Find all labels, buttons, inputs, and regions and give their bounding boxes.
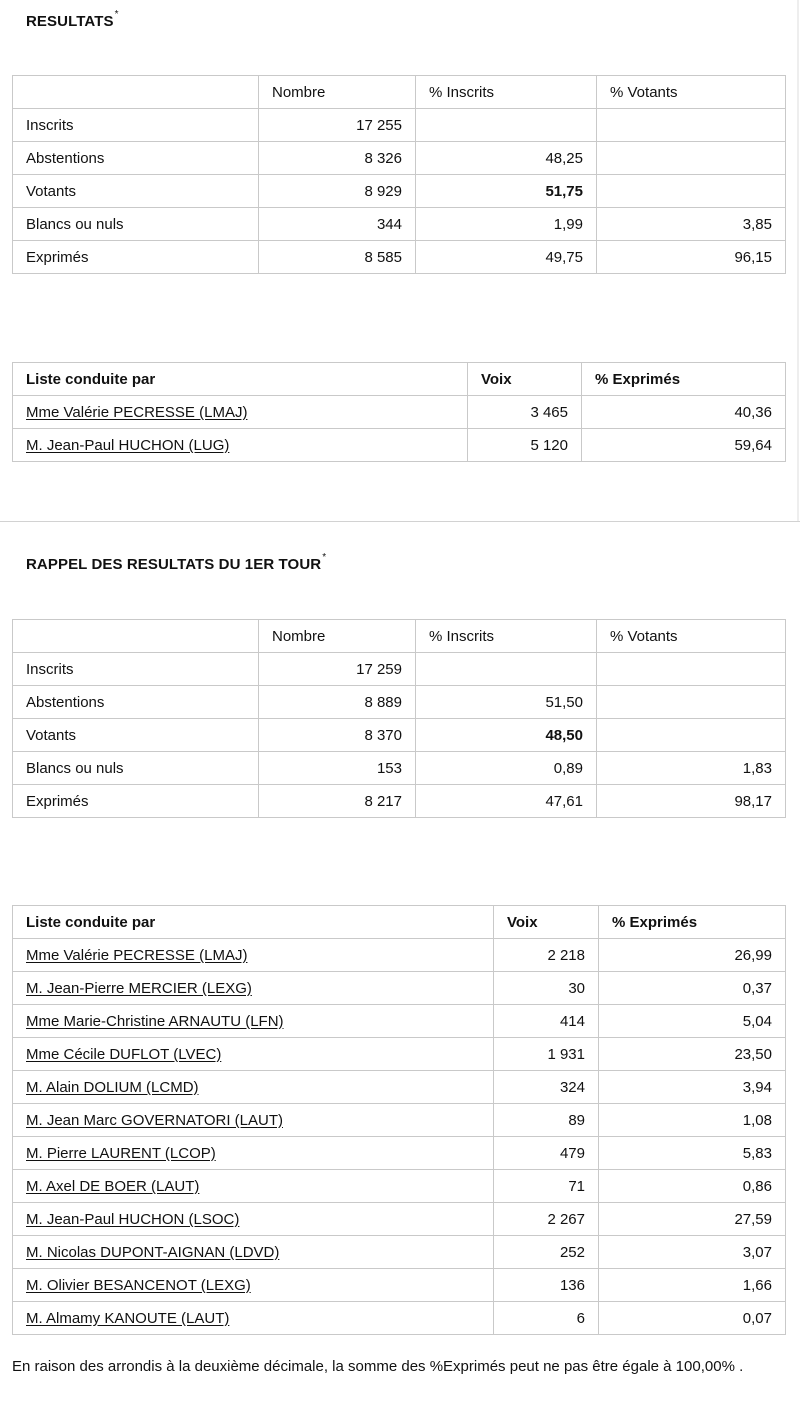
row-label: Abstentions: [13, 142, 259, 175]
row-label: Exprimés: [13, 785, 259, 818]
table-row: [13, 653, 786, 686]
candidate-link[interactable]: M. Alain DOLIUM (LCMD): [26, 1078, 199, 1096]
header-pct-votants: % Votants: [597, 620, 786, 653]
results-title-text: RESULTATS: [26, 13, 114, 30]
row-voix: 2 267: [494, 1203, 599, 1236]
row-voix: 89: [494, 1104, 599, 1137]
row-pct-votants: [597, 653, 786, 686]
row-label: Abstentions: [13, 686, 259, 719]
row-nombre: 153: [259, 752, 416, 785]
row-nombre: 8 889: [259, 686, 416, 719]
candidate-cell: [13, 1071, 494, 1104]
candidate-cell: [13, 1236, 494, 1269]
table-row: [13, 429, 786, 462]
row-nombre: 17 259: [259, 653, 416, 686]
row-voix: 414: [494, 1005, 599, 1038]
row-voix: 30: [494, 972, 599, 1005]
candidate-link[interactable]: Mme Marie-Christine ARNAUTU (LFN): [26, 1012, 284, 1030]
row-voix: 6: [494, 1302, 599, 1335]
candidate-link[interactable]: M. Pierre LAURENT (LCOP): [26, 1144, 216, 1162]
candidate-cell: [13, 1269, 494, 1302]
row-pct-inscrits: 47,61: [416, 785, 597, 818]
row-pct-votants: 1,83: [597, 752, 786, 785]
candidate-cell: [13, 1104, 494, 1137]
row-pct-exprimes: 23,50: [599, 1038, 786, 1071]
candidate-link[interactable]: M. Jean Marc GOVERNATORI (LAUT): [26, 1111, 283, 1129]
header-voix: Voix: [468, 363, 582, 396]
row-pct-exprimes: 27,59: [599, 1203, 786, 1236]
row-nombre: 344: [259, 208, 416, 241]
row-pct-exprimes: 5,83: [599, 1137, 786, 1170]
candidate-link[interactable]: M. Olivier BESANCENOT (LEXG): [26, 1276, 251, 1294]
table-row: [13, 752, 786, 785]
row-voix: 252: [494, 1236, 599, 1269]
table-row: [13, 1236, 786, 1269]
row-voix: 71: [494, 1170, 599, 1203]
row-pct-exprimes: 26,99: [599, 939, 786, 972]
table-header-row: [13, 363, 786, 396]
table-row: [13, 972, 786, 1005]
header-liste: Liste conduite par: [13, 363, 468, 396]
results-stats-table: [12, 75, 786, 274]
row-pct-inscrits: 0,89: [416, 752, 597, 785]
table-row: [13, 1137, 786, 1170]
row-label: Exprimés: [13, 241, 259, 274]
table-row: [13, 142, 786, 175]
row-pct-exprimes: 0,37: [599, 972, 786, 1005]
row-nombre: 8 370: [259, 719, 416, 752]
row-pct-exprimes: 40,36: [582, 396, 786, 429]
header-pct-inscrits: % Inscrits: [416, 620, 597, 653]
table-row: [13, 1005, 786, 1038]
row-pct-inscrits: 51,50: [416, 686, 597, 719]
row-voix: 3 465: [468, 396, 582, 429]
candidate-link[interactable]: Mme Valérie PECRESSE (LMAJ): [26, 946, 248, 964]
row-voix: 2 218: [494, 939, 599, 972]
row-pct-exprimes: 1,08: [599, 1104, 786, 1137]
candidate-cell: [13, 972, 494, 1005]
header-empty: [13, 76, 259, 109]
header-pct-votants: % Votants: [597, 76, 786, 109]
row-pct-inscrits: 48,25: [416, 142, 597, 175]
table-row: [13, 1170, 786, 1203]
results-title: [26, 9, 119, 30]
first-round-title-mark: *: [322, 552, 327, 563]
row-pct-exprimes: 0,07: [599, 1302, 786, 1335]
table-row: [13, 208, 786, 241]
row-label: Blancs ou nuls: [13, 752, 259, 785]
candidate-cell: [13, 429, 468, 462]
row-pct-votants: [597, 142, 786, 175]
header-empty: [13, 620, 259, 653]
candidate-cell: [13, 1302, 494, 1335]
row-voix: 1 931: [494, 1038, 599, 1071]
row-pct-exprimes: 3,07: [599, 1236, 786, 1269]
row-label: Inscrits: [13, 653, 259, 686]
results-title-mark: *: [114, 9, 119, 20]
first-round-title: [26, 552, 327, 573]
table-row: [13, 175, 786, 208]
row-nombre: 8 585: [259, 241, 416, 274]
table-row: [13, 1071, 786, 1104]
candidate-link[interactable]: M. Axel DE BOER (LAUT): [26, 1177, 200, 1195]
row-pct-exprimes: 3,94: [599, 1071, 786, 1104]
header-pct-inscrits: % Inscrits: [416, 76, 597, 109]
row-pct-votants: [597, 719, 786, 752]
row-label: Votants: [13, 719, 259, 752]
right-edge-rule: [797, 0, 799, 522]
candidate-link[interactable]: Mme Valérie PECRESSE (LMAJ): [26, 403, 248, 421]
row-pct-votants: [597, 175, 786, 208]
row-pct-votants: [597, 686, 786, 719]
row-pct-inscrits: 1,99: [416, 208, 597, 241]
table-row: [13, 719, 786, 752]
table-row: [13, 1302, 786, 1335]
table-row: [13, 1104, 786, 1137]
row-pct-exprimes: 59,64: [582, 429, 786, 462]
row-label: Inscrits: [13, 109, 259, 142]
header-pct-exprimes: % Exprimés: [599, 906, 786, 939]
candidate-link[interactable]: Mme Cécile DUFLOT (LVEC): [26, 1045, 222, 1063]
header-nombre: Nombre: [259, 620, 416, 653]
row-voix: 324: [494, 1071, 599, 1104]
row-nombre: 17 255: [259, 109, 416, 142]
candidate-cell: [13, 1038, 494, 1071]
candidate-cell: [13, 1203, 494, 1236]
header-voix: Voix: [494, 906, 599, 939]
table-row: [13, 1038, 786, 1071]
row-pct-votants: 96,15: [597, 241, 786, 274]
candidate-link[interactable]: M. Jean-Pierre MERCIER (LEXG): [26, 979, 252, 997]
row-pct-votants: [597, 109, 786, 142]
row-pct-exprimes: 1,66: [599, 1269, 786, 1302]
candidate-cell: [13, 1005, 494, 1038]
row-voix: 479: [494, 1137, 599, 1170]
row-pct-exprimes: 5,04: [599, 1005, 786, 1038]
table-row: [13, 1269, 786, 1302]
results-lists-table: [12, 362, 786, 462]
first-round-stats-table: [12, 619, 786, 818]
row-pct-votants: 98,17: [597, 785, 786, 818]
rounding-footnote: En raison des arrondis à la deuxième décimale, la somme des %Exprimés peut ne pas être égale à 100,00% .: [12, 1358, 744, 1375]
row-voix: 136: [494, 1269, 599, 1302]
first-round-lists-table: [12, 905, 786, 1335]
candidate-cell: [13, 396, 468, 429]
table-row: [13, 241, 786, 274]
row-nombre: 8 217: [259, 785, 416, 818]
table-row: [13, 686, 786, 719]
row-label: Votants: [13, 175, 259, 208]
row-voix: 5 120: [468, 429, 582, 462]
table-header-row: [13, 620, 786, 653]
row-pct-inscrits: 49,75: [416, 241, 597, 274]
table-row: [13, 939, 786, 972]
table-row: [13, 1203, 786, 1236]
candidate-link[interactable]: M. Almamy KANOUTE (LAUT): [26, 1309, 230, 1327]
row-pct-inscrits: [416, 109, 597, 142]
row-pct-inscrits: [416, 653, 597, 686]
table-row: [13, 785, 786, 818]
row-pct-inscrits: 51,75: [416, 175, 597, 208]
table-row: [13, 396, 786, 429]
section-divider: [0, 521, 800, 522]
row-nombre: 8 929: [259, 175, 416, 208]
candidate-link[interactable]: M. Jean-Paul HUCHON (LUG): [26, 436, 230, 454]
row-label: Blancs ou nuls: [13, 208, 259, 241]
header-nombre: Nombre: [259, 76, 416, 109]
candidate-link[interactable]: M. Nicolas DUPONT-AIGNAN (LDVD): [26, 1243, 280, 1261]
row-pct-inscrits: 48,50: [416, 719, 597, 752]
header-liste: Liste conduite par: [13, 906, 494, 939]
candidate-cell: [13, 1170, 494, 1203]
row-nombre: 8 326: [259, 142, 416, 175]
candidate-link[interactable]: M. Jean-Paul HUCHON (LSOC): [26, 1210, 240, 1228]
table-header-row: [13, 906, 786, 939]
candidate-cell: [13, 939, 494, 972]
header-pct-exprimes: % Exprimés: [582, 363, 786, 396]
table-header-row: [13, 76, 786, 109]
table-row: [13, 109, 786, 142]
first-round-title-text: RAPPEL DES RESULTATS DU 1ER TOUR: [26, 556, 322, 573]
candidate-cell: [13, 1137, 494, 1170]
row-pct-votants: 3,85: [597, 208, 786, 241]
row-pct-exprimes: 0,86: [599, 1170, 786, 1203]
